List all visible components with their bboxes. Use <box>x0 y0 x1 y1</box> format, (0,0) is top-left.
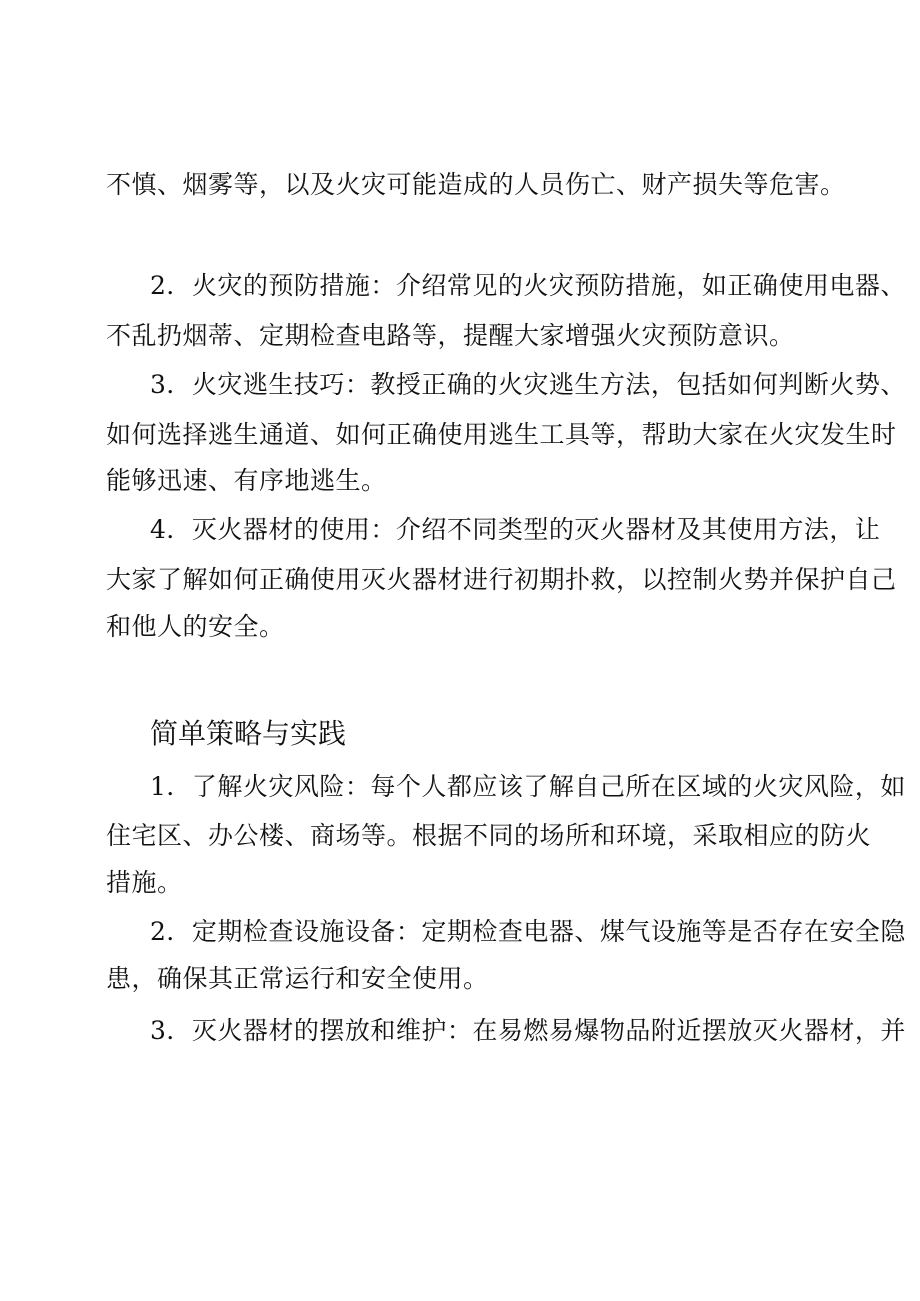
intro-tail-line: 不慎、烟雾等，以及火灾可能造成的人员伤亡、财产损失等危害。 <box>106 170 846 199</box>
paragraph-line: 3．灭火器材的摆放和维护：在易燃易爆物品附近摆放灭火器材，并 <box>150 1016 906 1045</box>
paragraph-line: 措施。 <box>106 868 183 897</box>
section-heading: 简单策略与实践 <box>150 717 347 750</box>
paragraph-line: 1．了解火灾风险：每个人都应该了解自己所在区域的火灾风险，如 <box>150 772 906 801</box>
paragraph-line: 住宅区、办公楼、商场等。根据不同的场所和环境，采取相应的防火 <box>106 821 872 850</box>
paragraph-line: 3．火灾逃生技巧：教授正确的火灾逃生方法，包括如何判断火势、 <box>150 370 906 399</box>
paragraph-line: 能够迅速、有序地逃生。 <box>106 466 387 495</box>
paragraph-line: 如何选择逃生通道、如何正确使用逃生工具等，帮助大家在火灾发生时 <box>106 420 897 449</box>
paragraph-line: 不乱扔烟蒂、定期检查电路等，提醒大家增强火灾预防意识。 <box>106 321 795 350</box>
paragraph-line: 和他人的安全。 <box>106 612 285 641</box>
paragraph-line: 4．灭火器材的使用：介绍不同类型的灭火器材及其使用方法，让 <box>150 515 881 544</box>
paragraph-line: 大家了解如何正确使用灭火器材进行初期扑救，以控制火势并保护自己 <box>106 565 897 594</box>
paragraph-line: 2．定期检查设施设备：定期检查电器、煤气设施等是否存在安全隐 <box>150 917 906 946</box>
paragraph-line: 2．火灾的预防措施：介绍常见的火灾预防措施，如正确使用电器、 <box>150 271 906 300</box>
paragraph-line: 患，确保其正常运行和安全使用。 <box>106 964 489 993</box>
